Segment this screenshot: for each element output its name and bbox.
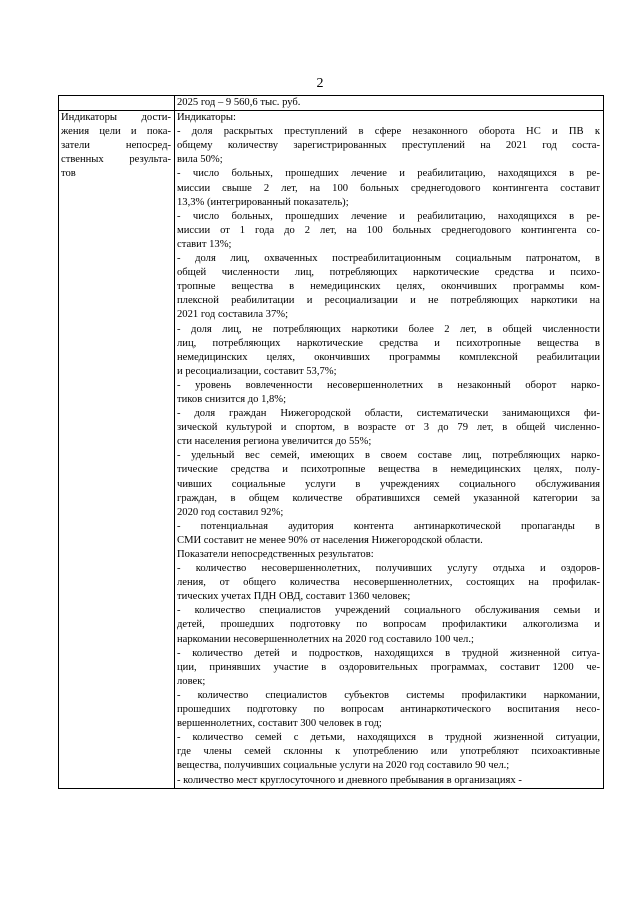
funding-value: 2025 год – 9 560,6 тыс. руб. (177, 97, 301, 108)
content-line: - количество детей и подростков, находящихся в трудной жизненной ситуа- (177, 647, 600, 659)
content-line: ловек; (177, 675, 206, 687)
content-line: чивших социальные услуги в учреждениях социального обслуживания (177, 478, 600, 490)
content-line: - количество специалистов субъектов системы профилактики наркомании, (177, 689, 600, 701)
content-line: 2021 год составила 37%; (177, 309, 289, 321)
content-line: - доля лиц, не потребляющих наркотики более 2 лет, в общей численности (177, 323, 600, 335)
funding-value-cell (175, 96, 604, 111)
content-line: немедицинских целях, окончивших программы комплексной реабилитации (177, 351, 600, 363)
content-line: вила 50%; (177, 154, 223, 166)
indicators-label-cell (59, 111, 175, 789)
content-line: - количество несовершеннолетних, получивших услугу отдыха и оздоров- (177, 563, 600, 575)
label-line: тов (61, 168, 76, 180)
label-line: жения цели и пока- (61, 126, 171, 138)
content-line: - удельный вес семей, имеющих в своем составе лиц, потребляющих нарко- (177, 450, 600, 462)
content-line: тических учетах ПДН ОВД, составит 1360 человек; (177, 591, 411, 603)
content-line: СМИ составит не менее 90% от населения Нижегородской области. (177, 534, 483, 546)
content-line: и ресоциализации, составит 53,7%; (177, 365, 337, 377)
label-line: Индикаторы дости- (61, 112, 171, 124)
content-line: - число больных, прошедших лечение и реабилитацию, находящихся в ре- (177, 168, 600, 180)
content-line: - уровень вовлеченности несовершеннолетних в незаконный оборот нарко- (177, 379, 600, 391)
table-row-indicators (59, 111, 604, 789)
content-line: наркомании несовершеннолетних на 2020 год составило 100 чел.; (177, 633, 474, 645)
content-line: - количество мест круглосуточного и дневного пребывания в организациях - (177, 774, 522, 786)
content-line: сти населения региона увеличится до 55%; (177, 436, 372, 448)
label-line: ственных результа- (61, 154, 171, 166)
content-line: - число больных, прошедших лечение и реабилитацию, находящихся в ре- (177, 210, 600, 222)
content-line: вершеннолетних, составит 300 человек в год; (177, 718, 382, 730)
table-row-funding (59, 96, 604, 111)
content-line: зической культурой и спортом, в возрасте от 3 до 79 лет, в общей численно- (177, 422, 600, 434)
content-line: где члены семей склонны к употреблению или употребляют психоактивные (177, 746, 600, 758)
content-line: прошедших подготовку по вопросам антинаркотического воспитания несо- (177, 704, 600, 716)
content-line: тические средства и психотропные вещества в немедицинских целях, полу- (177, 464, 600, 476)
content-line: 13,3% (интегрированный показатель); (177, 196, 349, 208)
funding-label-cell (59, 96, 175, 111)
indicators-content-cell (175, 111, 604, 789)
content-line: миссии свыше 2 лет, на 100 больных среднегодового контингента составит (177, 182, 600, 194)
content-line: граждан, в общем количестве обратившихся семей указанной категории за (177, 492, 600, 504)
content-line: ции, принявших участие в оздоровительных программах, составит 1200 че- (177, 661, 600, 673)
program-passport-table (58, 95, 604, 789)
content-line: общему количеству зарегистрированных преступлений на 2021 год соста- (177, 140, 600, 152)
content-line: Показатели непосредственных результатов: (177, 549, 374, 560)
content-line: детей, прошедших подготовку по вопросам профилактики алкоголизма и (177, 619, 600, 631)
content-line: миссии от 1 года до 2 лет, на 100 больных среднегодового контингента со- (177, 224, 600, 236)
page-number: 2 (316, 76, 324, 91)
content-line: вещества, получивших социальные услуги на 2020 год составило 90 чел.; (177, 760, 510, 772)
content-line: - доля раскрытых преступлений в сфере незаконного оборота НС и ПВ к (177, 126, 600, 138)
content-line: - количество семей с детьми, находящихся в трудной жизненной ситуации, (177, 732, 600, 744)
indicators-content (177, 111, 600, 788)
content-line: ставит 13%; (177, 238, 232, 250)
content-line: ления, от общего количества несовершеннолетних, состоящих на профилак- (177, 577, 600, 589)
content-line: тиков снизится до 1,8%; (177, 393, 287, 405)
content-line: тропные вещества в немедицинских целях, окончивших программы ком- (177, 281, 600, 293)
content-line: 2020 год составил 92%; (177, 506, 284, 518)
indicators-label (61, 111, 171, 181)
label-line: затели непосред- (61, 140, 171, 152)
content-line: - потенциальная аудитория контента антинаркотической пропаганды в (177, 520, 600, 532)
content-line: - доля лиц, охваченных постреабилитационным социальным патронатом, в (177, 253, 600, 265)
content-line: - доля граждан Нижегородской области, систематически занимающихся фи- (177, 408, 600, 420)
content-line: общей численности лиц, потребляющих наркотические средства и психо- (177, 267, 600, 279)
content-line: - количество специалистов учреждений социального обслуживания семьи и (177, 605, 600, 617)
content-line: лиц, потребляющих наркотические средства и психотропные вещества в (177, 337, 600, 349)
content-line: плексной реабилитации и ресоциализации и не потребляющих наркотики на (177, 295, 600, 307)
content-line: Индикаторы: (177, 112, 236, 124)
